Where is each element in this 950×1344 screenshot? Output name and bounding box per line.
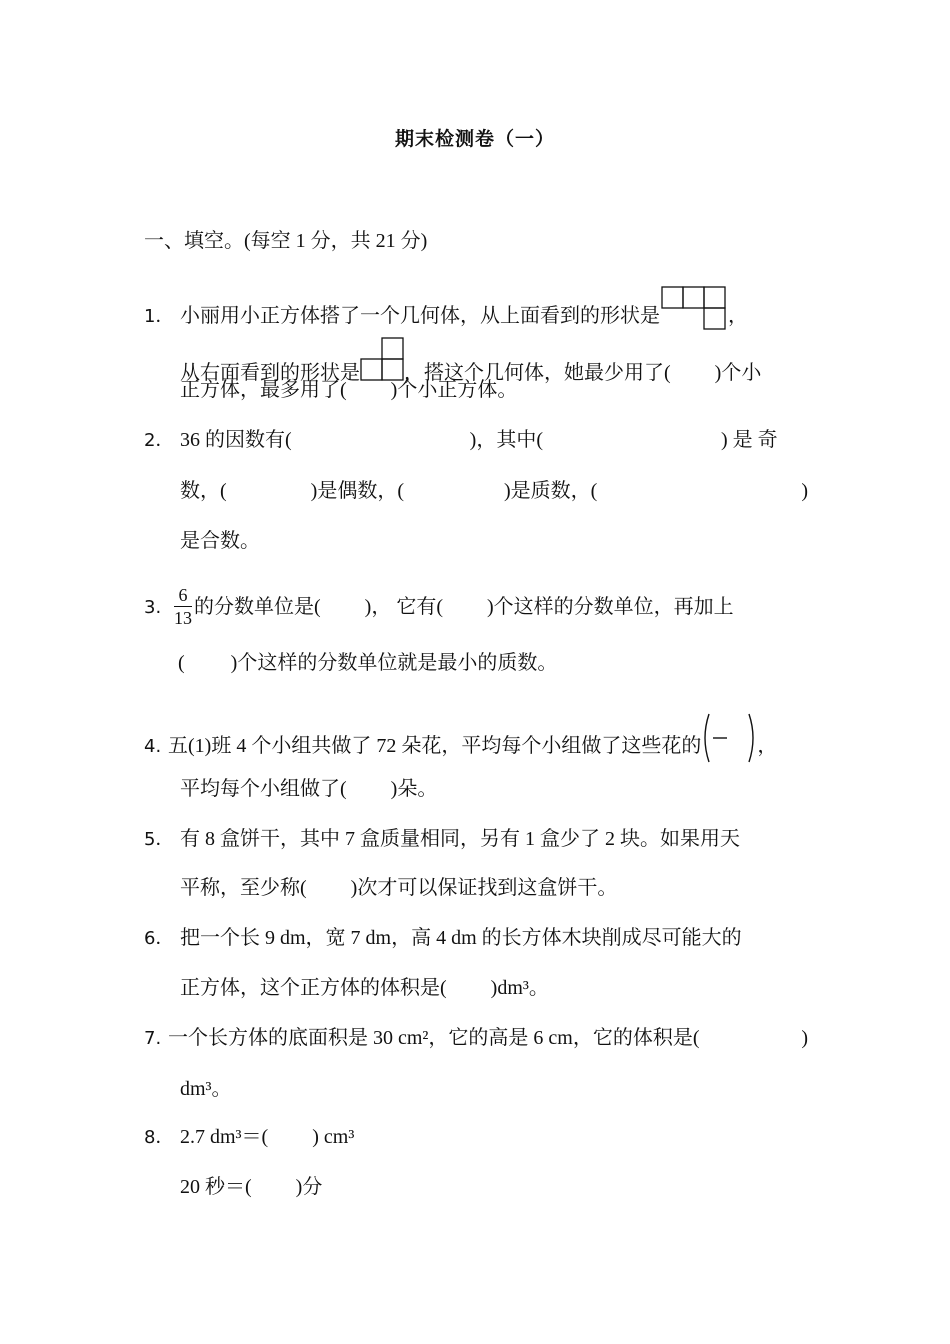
question-text: )， 它有( <box>364 596 443 619</box>
question-8-line-2 <box>180 1173 322 1201</box>
top-view-figure <box>661 286 727 330</box>
question-1-line-3 <box>180 376 517 404</box>
question-4-line-1 <box>144 712 777 768</box>
question-7-line-2: dm³。 <box>180 1078 232 1100</box>
question-3-line-2 <box>178 649 557 677</box>
question-text: ，搭这个几何体，她最少用了( <box>404 362 671 384</box>
question-text: 小丽用小正方体搭了一个几何体，从上面看到的形状是 <box>180 305 660 327</box>
question-6-line-1 <box>144 924 742 953</box>
question-text: 正方体，这个正方体的体积是( <box>180 977 447 999</box>
question-text: )个小正方体。 <box>390 379 518 401</box>
question-number: 7. <box>144 1028 162 1049</box>
question-text: )dm³。 <box>490 977 549 999</box>
question-text: 平称，至少称( <box>180 877 307 899</box>
question-number: 2． <box>144 430 174 451</box>
question-text: 平均每个小组做了( <box>180 778 347 800</box>
question-number: 6． <box>144 928 174 949</box>
question-text: ) 是 奇 <box>721 429 778 451</box>
page-title: 期末检测卷（一） <box>394 128 555 150</box>
question-text: 从右面看到的形状是 <box>180 362 360 384</box>
question-5-line-2 <box>180 874 617 902</box>
question-text: 20 秒＝( <box>180 1176 252 1198</box>
question-text: )分 <box>295 1176 323 1198</box>
question-6-line-2 <box>180 974 549 1002</box>
question-text: 的分数单位是( <box>194 596 321 619</box>
question-3-line-1 <box>144 586 734 631</box>
question-text: )个这样的分数单位就是最小的质数。 <box>230 652 558 674</box>
question-number: 4. <box>144 736 162 757</box>
question-text: 一个长方体的底面积是 30 cm²，它的高是 6 cm，它的体积是( <box>168 1027 700 1049</box>
question-7-line-1 <box>144 1024 808 1053</box>
question-text: 把一个长 9 dm，宽 7 dm，高 4 dm 的长方体木块削成尽可能大的 <box>180 927 742 949</box>
right-view-figure <box>360 337 404 381</box>
question-text: 2.7 dm³＝( <box>180 1126 269 1148</box>
question-8-line-1 <box>144 1123 354 1152</box>
question-number: 3. <box>144 597 162 619</box>
question-text: ) cm³ <box>312 1126 355 1148</box>
question-number: 1． <box>144 306 174 327</box>
question-text: ， <box>757 735 778 757</box>
question-text: 正方体，最多用了( <box>180 379 347 401</box>
fraction-denominator: 13 <box>174 608 192 628</box>
question-5-line-1 <box>144 825 740 854</box>
question-text: ， <box>728 305 748 327</box>
question-text: )朵。 <box>390 778 438 800</box>
question-4-line-2 <box>180 775 437 803</box>
section-heading: 一、填空。(每空 1 分，共 21 分) <box>144 230 428 252</box>
question-2-line-2 <box>180 477 808 505</box>
question-text: ) <box>801 1027 808 1049</box>
question-text: )次才可以保证找到这盒饼干。 <box>350 877 618 899</box>
question-number: 8． <box>144 1127 174 1148</box>
question-text: 数，( <box>180 480 227 502</box>
question-text: ( <box>178 652 185 674</box>
question-text: 有 8 盒饼干，其中 7 盒质量相同，另有 1 盒少了 2 块。如果用天 <box>180 828 740 850</box>
question-text: 36 的因数有( <box>180 429 292 451</box>
question-1-line-1 <box>144 286 748 331</box>
question-text: )是质数，( <box>504 480 598 502</box>
fraction-blank-brackets[interactable] <box>701 712 757 768</box>
question-text: )个这样的分数单位，再加上 <box>487 596 734 619</box>
question-text: 五(1)班 4 个小组共做了 72 朵花，平均每个小组做了这些花的 <box>168 735 702 757</box>
question-text: )个小 <box>714 362 762 384</box>
question-2-line-3: 是合数。 <box>180 530 260 552</box>
question-2-line-1 <box>144 426 778 455</box>
question-text: )是偶数，( <box>310 480 404 502</box>
question-number: 5． <box>144 829 174 850</box>
fraction-numerator: 6 <box>174 584 192 607</box>
question-text: ) <box>801 480 808 502</box>
fraction <box>174 584 192 629</box>
question-text: )，其中( <box>469 429 543 451</box>
